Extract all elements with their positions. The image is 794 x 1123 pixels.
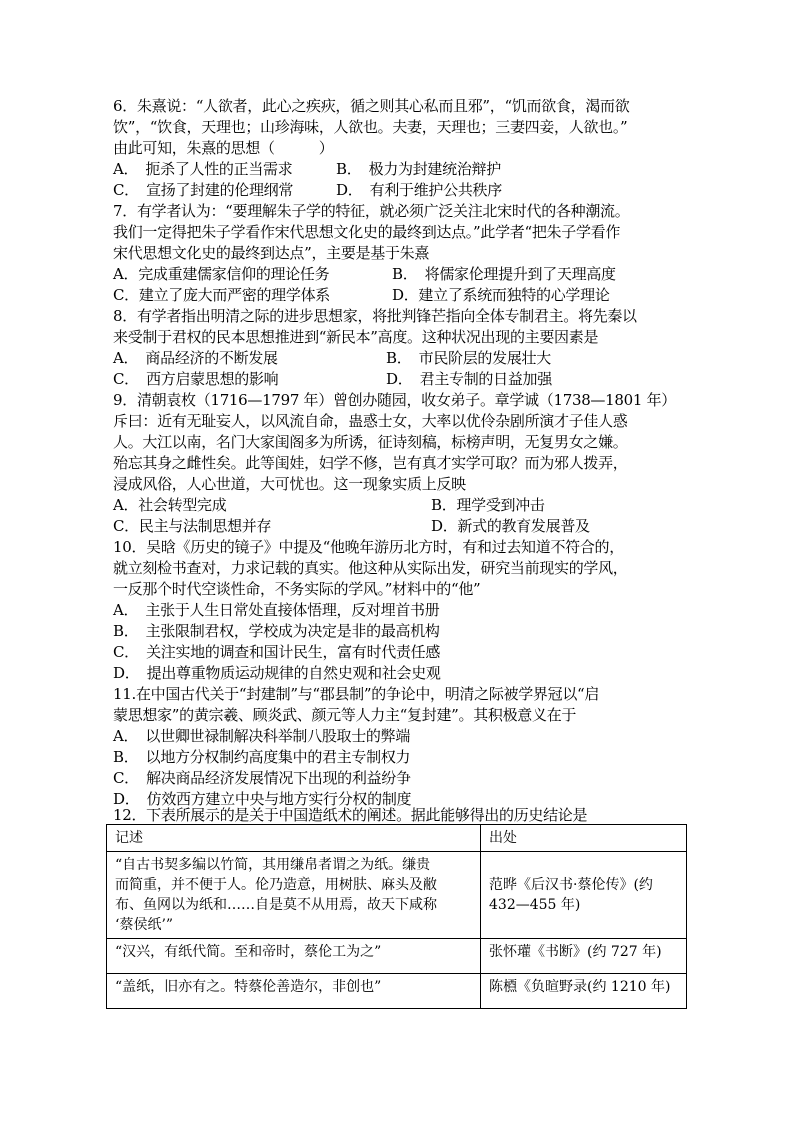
table-cell-source	[481, 939, 687, 974]
q6-option-a[interactable]: A． 扼杀了人性的正当需求	[113, 160, 293, 178]
q10-option-b[interactable]: B． 主张限制君权，学校成为决定是非的最高机构	[113, 622, 440, 640]
record-line: “汉兴，有纸代简。至和帝时，蔡伦工为之”	[115, 944, 382, 960]
q9-option-d[interactable]: D．新式的教育发展普及	[431, 517, 590, 535]
q9-option-b[interactable]: B．理学受到冲击	[431, 496, 545, 514]
q7-option-a[interactable]: A．完成重建儒家信仰的理论任务	[113, 265, 330, 283]
q11-stem-line-1: 11.在中国古代关于“封建制”与“郡县制”的争论中，明清之际被学界冠以“启	[113, 685, 600, 703]
q6-option-c[interactable]: C． 宣扬了封建的伦理纲常	[113, 181, 294, 199]
table-header-row	[107, 825, 687, 852]
table-cell-source	[481, 852, 687, 939]
q12-stem: 12．下表所展示的是关于中国造纸术的阐述。据此能够得出的历史结论是	[113, 806, 588, 824]
paper-history-table	[106, 824, 687, 1009]
record-line: ‘蔡侯纸’”	[115, 917, 174, 933]
q10-option-c[interactable]: C． 关注实地的调查和国计民生，富有时代责任感	[113, 643, 441, 661]
table-row	[107, 939, 687, 974]
table-cell-record	[107, 939, 481, 974]
table-header-record: 记述	[107, 825, 481, 852]
q10-stem-line-1: 10．吴晗《历史的镜子》中提及“他晚年游历北方时，有和过去知道不符合的，	[113, 538, 624, 556]
q6-stem-line-3: 由此可知，朱熹的思想（ ）	[113, 139, 334, 157]
q7-stem-line-1: 7．有学者认为：“要理解朱子学的特征，就必须广泛关注北宋时代的各种潮流。	[113, 202, 630, 220]
record-line: 而简重，并不便于人。伦乃造意，用树肤、麻头及敝	[115, 877, 437, 893]
q11-option-b[interactable]: B． 以地方分权制约高度集中的君主专制权力	[113, 748, 411, 766]
q9-stem-line-3: 人。大江以南，名门大家闺阁多为所诱，征诗刻稿，标榜声明，无复男女之嫌。	[113, 433, 628, 451]
q9-stem-line-5: 浸成风俗，人心世道，大可忧也。这一现象实质上反映	[113, 475, 466, 493]
q8-stem-line-2: 来受制于君权的民本思想推进到“新民本”高度。这种状况出现的主要因素是	[113, 328, 599, 346]
q8-option-a[interactable]: A． 商品经济的不断发展	[113, 349, 278, 367]
record-line: “盖纸，旧亦有之。特蔡伦善造尔，非创也”	[115, 979, 382, 995]
table-row	[107, 852, 687, 939]
source-line: 张怀瓘《书断》(约 727 年)	[489, 944, 662, 960]
q9-stem-line-1: 9．清朝袁枚（1716—1797 年）曾创办随园，收女弟子。章学诚（1738—1801 年）	[113, 391, 676, 409]
q7-option-c[interactable]: C．建立了庞大而严密的理学体系	[113, 286, 330, 304]
q9-option-c[interactable]: C．民主与法制思想并存	[113, 517, 272, 535]
q11-option-d[interactable]: D． 仿效西方建立中央与地方实行分权的制度	[113, 790, 412, 808]
table-cell-record	[107, 852, 481, 939]
q8-option-b[interactable]: B． 市民阶层的发展壮大	[386, 349, 551, 367]
q8-option-d[interactable]: D． 君主专制的日益加强	[386, 370, 552, 388]
q11-option-a[interactable]: A． 以世卿世禄制解决科举制八股取士的弊端	[113, 727, 411, 745]
q11-stem-line-2: 蒙思想家”的黄宗羲、顾炎武、颜元等人力主“复封建”。其积极意义在于	[113, 706, 577, 724]
q9-stem-line-4: 殆忘其身之雌性矣。此等闺娃，妇学不修，岂有真才实学可取？而为邪人拨弄，	[113, 454, 628, 472]
table-cell-record	[107, 974, 481, 1009]
q6-option-b[interactable]: B． 极力为封建统治辩护	[336, 160, 501, 178]
q6-option-d[interactable]: D． 有利于维护公共秩序	[336, 181, 502, 199]
q6-stem-line-2: 饮”，“饮食，天理也；山珍海味，人欲也。夫妻，天理也；三妻四妾，人欲也。”	[113, 118, 628, 136]
record-line: 布、鱼网以为纸和……自是莫不从用焉，故天下咸称	[115, 897, 437, 913]
q8-option-c[interactable]: C． 西方启蒙思想的影响	[113, 370, 279, 388]
q9-option-a[interactable]: A．社会转型完成	[113, 496, 227, 514]
q8-stem-line-1: 8．有学者指出明清之际的进步思想家，将批判锋芒指向全体专制君主。将先秦以	[113, 307, 637, 325]
q7-option-b[interactable]: B． 将儒家伦理提升到了天理高度	[392, 265, 616, 283]
q10-option-a[interactable]: A． 主张于人生日常处直接体悟理，反对埋首书册	[113, 601, 440, 619]
q10-stem-line-3: 一反那个时代空谈性命，不务实际的学风。”材料中的“他”	[113, 580, 481, 598]
source-line: 432—455 年)	[489, 897, 581, 913]
q10-stem-line-2: 就立刻检书查对，力求记载的真实。他这种从实际出发，研究当前现实的学风，	[113, 559, 628, 577]
table-row	[107, 974, 687, 1009]
q6-stem-line-1: 6．朱熹说：“人欲者，此心之疾疢，循之则其心私而且邪”，“饥而欲食，渴而欲	[113, 97, 630, 115]
source-line: 陈槱《负暄野录(约 1210 年)	[489, 979, 671, 995]
q9-stem-line-2: 斥曰：近有无耻妄人，以风流自命，蛊惑士女，大率以优伶杂剧所演才子佳人惑	[113, 412, 628, 430]
q7-stem-line-2: 我们一定得把朱子学看作宋代思想文化史的最终到达点。”此学者“把朱子学看作	[113, 223, 621, 241]
table-cell-source	[481, 974, 687, 1009]
source-line: 范晔《后汉书·蔡伦传》(约	[489, 877, 653, 893]
q11-option-c[interactable]: C． 解决商品经济发展情况下出现的利益纷争	[113, 769, 411, 787]
q7-stem-line-3: 宋代思想文化史的最终到达点”，主要是基于朱熹	[113, 244, 430, 262]
q7-option-d[interactable]: D．建立了系统而独特的心学理论	[392, 286, 610, 304]
table-header-source: 出处	[481, 825, 687, 852]
record-line: “自古书契多编以竹简，其用缣帛者谓之为纸。缣贵	[115, 857, 431, 873]
q10-option-d[interactable]: D． 提出尊重物质运动规律的自然史观和社会史观	[113, 664, 441, 682]
